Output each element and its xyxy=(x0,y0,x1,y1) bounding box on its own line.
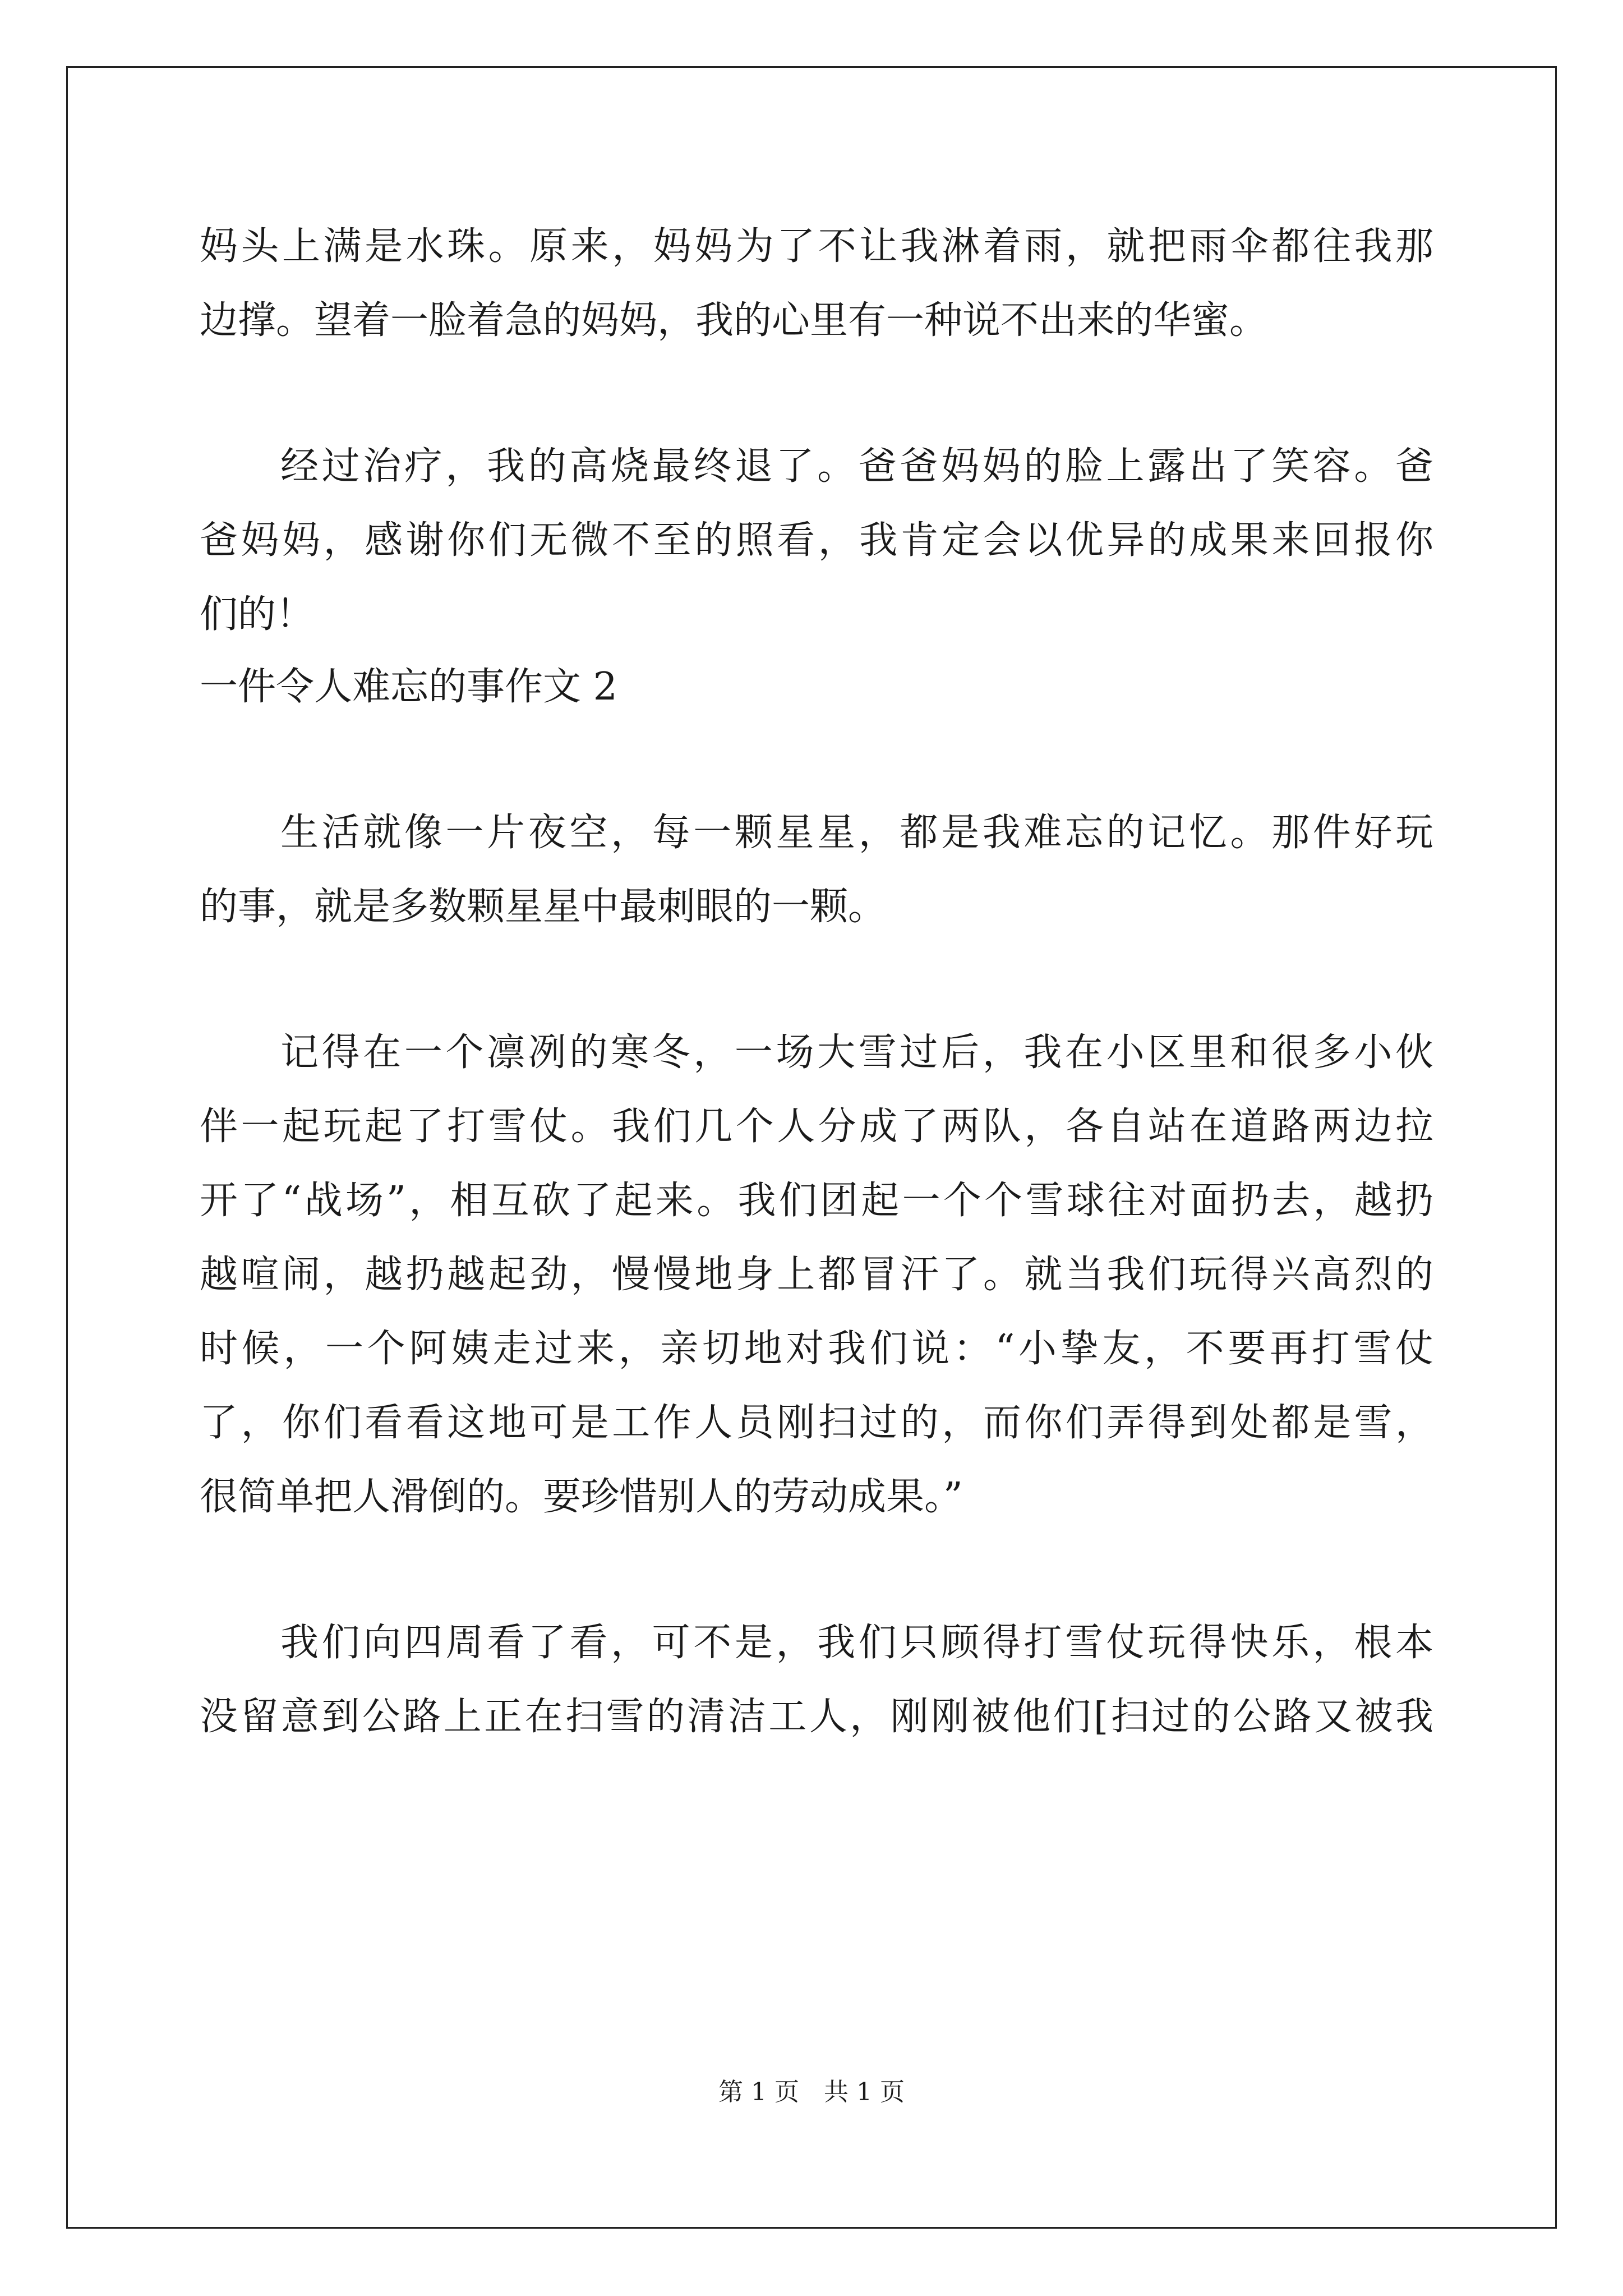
text-line: 伴一起玩起了打雪仗。我们几个人分成了两队，各自站在道路两边拉 xyxy=(200,1105,1433,1149)
text-line: 没留意到公路上正在扫雪的清洁工人，刚刚被他们[扫过的公路又被我 xyxy=(200,1695,1433,1739)
text-line: 妈头上满是水珠。原来，妈妈为了不让我淋着雨，就把雨伞都往我那 xyxy=(200,224,1433,269)
page-number: 第 1 页 xyxy=(718,2078,799,2106)
paragraph-start-line: 经过治疗，我的高烧最终退了。爸爸妈妈的脸上露出了笑容。爸 xyxy=(280,444,1433,489)
text-line: 爸妈妈，感谢你们无微不至的照看，我肯定会以优异的成果来回报你 xyxy=(200,518,1433,563)
page-total: 共 1 页 xyxy=(824,2078,905,2106)
text-line: 很简单把人滑倒的。要珍惜别人的劳动成果。” xyxy=(200,1475,963,1519)
section-heading: 一件令人难忘的事作文 2 xyxy=(200,665,617,709)
paragraph-start-line: 记得在一个凛冽的寒冬，一场大雪过后，我在小区里和很多小伙 xyxy=(280,1030,1433,1075)
text-line: 们的！ xyxy=(200,592,315,637)
paragraph-start-line: 生活就像一片夜空，每一颗星星，都是我难忘的记忆。那件好玩 xyxy=(280,811,1433,855)
text-line: 开了“战场”，相互砍了起来。我们团起一个个雪球往对面扔去，越扔 xyxy=(200,1179,1433,1223)
text-line: 边撑。望着一脸着急的妈妈，我的心里有一种说不出来的华蜜。 xyxy=(200,298,1268,343)
text-line: 的事，就是多数颗星星中最刺眼的一颗。 xyxy=(200,885,887,929)
paragraph-start-line: 我们向四周看了看，可不是，我们只顾得打雪仗玩得快乐，根本 xyxy=(280,1621,1433,1665)
page-footer xyxy=(0,2076,1623,2109)
text-line: 越喧闹，越扔越起劲，慢慢地身上都冒汗了。就当我们玩得兴高烈的 xyxy=(200,1253,1433,1297)
text-line: 时候，一个阿姨走过来，亲切地对我们说：“小挚友，不要再打雪仗 xyxy=(200,1327,1433,1371)
text-line: 了，你们看看这地可是工作人员刚扫过的，而你们弄得到处都是雪， xyxy=(200,1401,1433,1445)
